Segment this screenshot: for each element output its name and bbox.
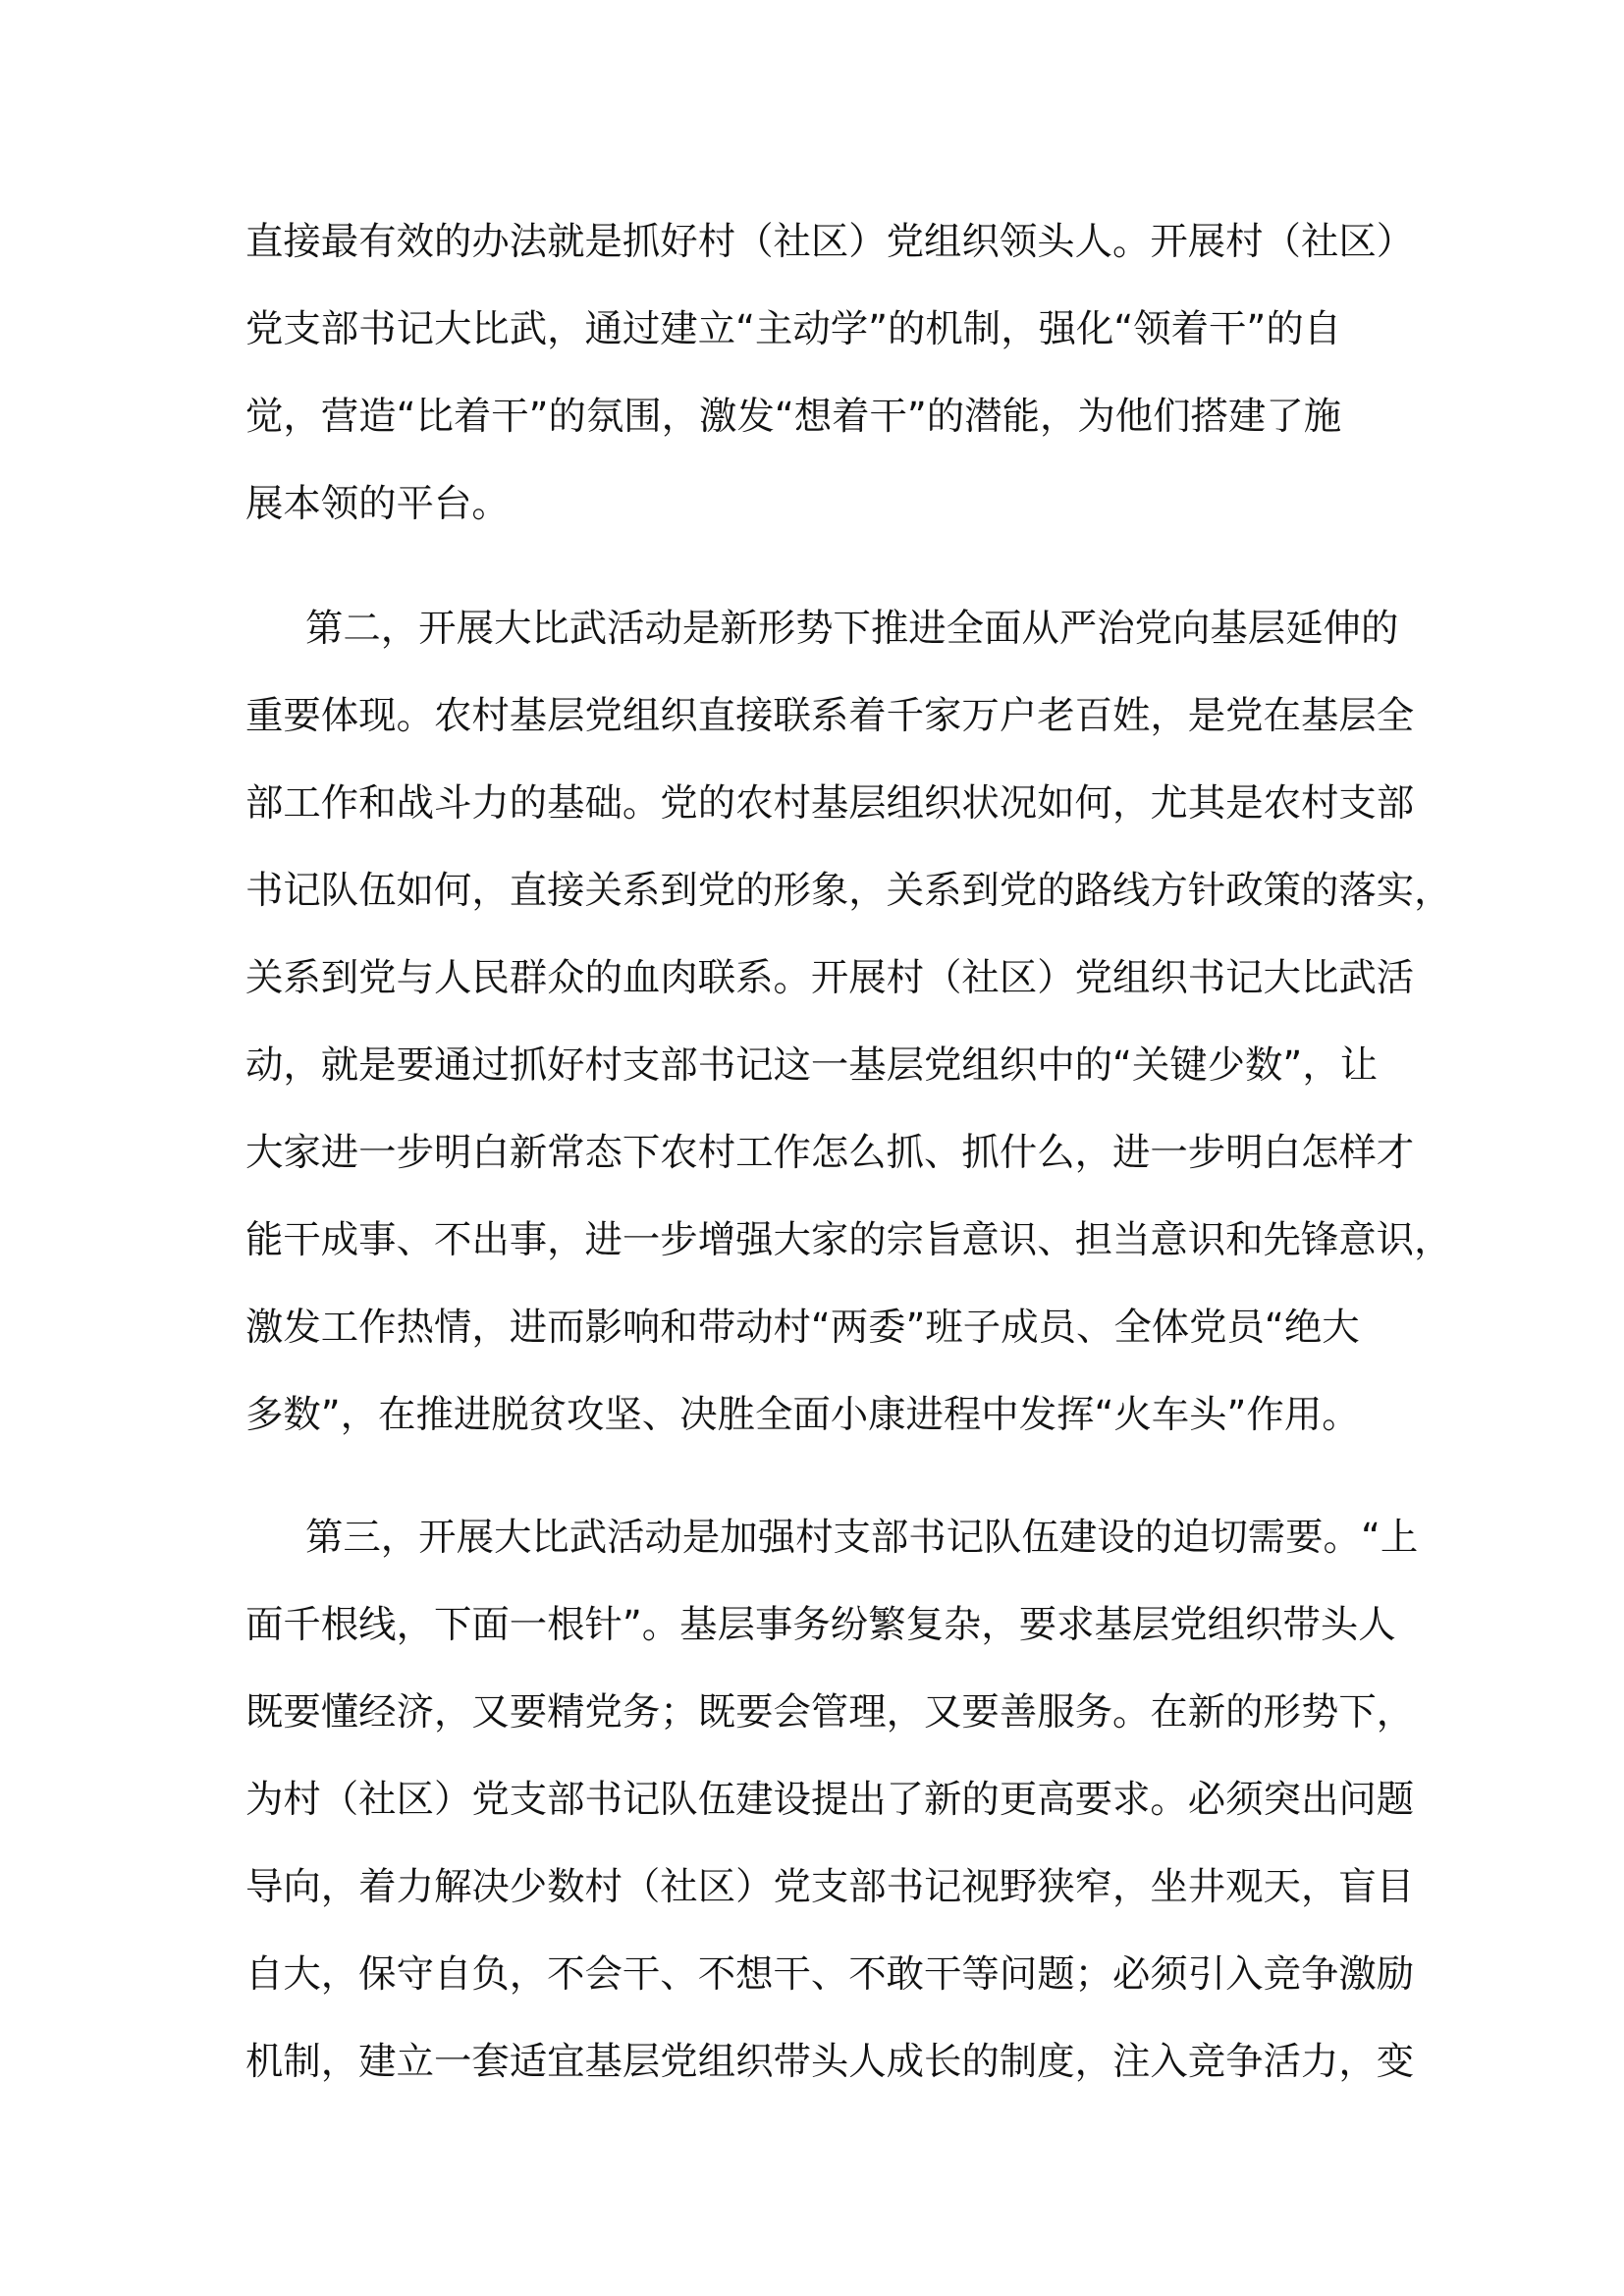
text-line: 部工作和战斗力的基础。党的农村基层组织状况如何，尤其是农村支部	[245, 781, 1415, 826]
paragraph-3	[245, 1494, 1419, 2106]
text-line: 展本领的平台。	[245, 482, 510, 526]
text-line: 激发工作热情，进而影响和带动村“两委”班子成员、全体党员“绝大	[245, 1306, 1360, 1350]
text-line: 党支部书记大比武，通过建立“主动学”的机制，强化“领着干”的自	[245, 307, 1342, 351]
text-line: 自大，保守自负，不会干、不想干、不敢干等问题；必须引入竞争激励	[245, 1952, 1415, 1997]
text-line: 动，就是要通过抓好村支部书记这一基层党组织中的“关键少数”，让	[245, 1043, 1379, 1088]
text-line: 为村（社区）党支部书记队伍建设提出了新的更高要求。必须突出问题	[245, 1778, 1415, 1822]
text-line: 机制，建立一套适宜基层党组织带头人成长的制度，注入竞争活力，变	[245, 2040, 1415, 2084]
paragraph-1	[245, 198, 1415, 548]
text-line: 书记队伍如何，直接关系到党的形象，关系到党的路线方针政策的落实，	[245, 869, 1452, 913]
text-line: 能干成事、不出事，进一步增强大家的宗旨意识、担当意识和先锋意识，	[245, 1218, 1452, 1262]
paragraph-2	[245, 585, 1452, 1459]
text-line: 关系到党与人民群众的血肉联系。开展村（社区）党组织书记大比武活	[245, 956, 1415, 1000]
text-line: 面千根线，下面一根针”。基层事务纷繁复杂，要求基层党组织带头人	[245, 1603, 1396, 1647]
text-line: 导向，着力解决少数村（社区）党支部书记视野狭窄，坐井观天，盲目	[245, 1865, 1415, 1909]
text-line: 第三，开展大比武活动是加强村支部书记队伍建设的迫切需要。“上	[305, 1516, 1419, 1560]
text-line: 既要懂经济，又要精党务；既要会管理，又要善服务。在新的形势下，	[245, 1690, 1415, 1735]
text-line: 大家进一步明白新常态下农村工作怎么抓、抓什么，进一步明白怎样才	[245, 1131, 1415, 1175]
text-line: 第二，开展大比武活动是新形势下推进全面从严治党向基层延伸的	[305, 607, 1399, 651]
text-line: 重要体现。农村基层党组织直接联系着千家万户老百姓，是党在基层全	[245, 694, 1415, 738]
text-line: 觉，营造“比着干”的氛围，激发“想着干”的潜能，为他们搭建了施	[245, 395, 1342, 439]
text-line: 直接最有效的办法就是抓好村（社区）党组织领头人。开展村（社区）	[245, 220, 1415, 264]
text-line: 多数”，在推进脱贫攻坚、决胜全面小康进程中发挥“火车头”作用。	[245, 1393, 1360, 1437]
